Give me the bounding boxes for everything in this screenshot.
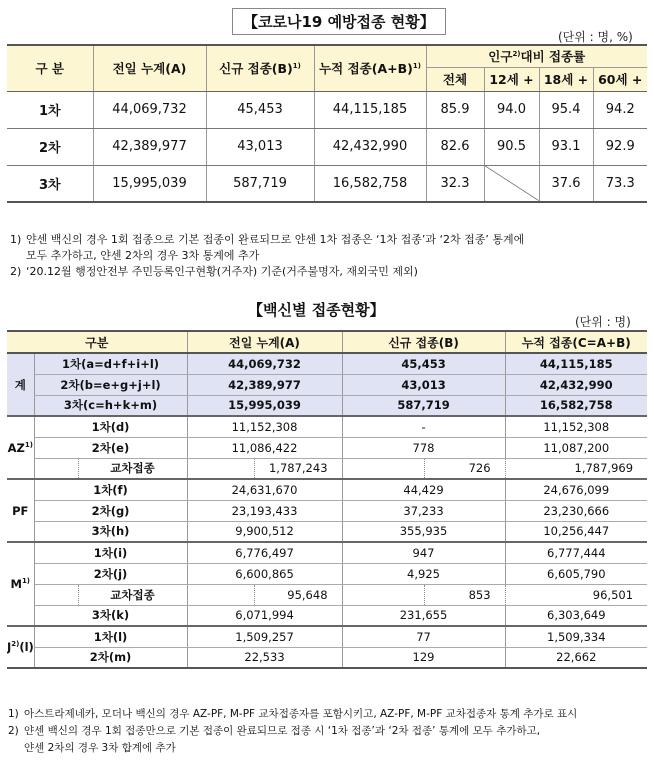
- header-all: 전체: [426, 67, 484, 91]
- table-row: [7, 479, 647, 500]
- cell-a60: 94.2: [593, 91, 647, 128]
- cell-all: 85.9: [426, 91, 484, 128]
- cell-cum: 10,256,447: [505, 521, 647, 542]
- table-row: [7, 542, 647, 563]
- header-new: 신규 접종$(B)^{1)}$: [206, 45, 314, 91]
- cell-cum: 6,777,444: [505, 542, 647, 563]
- table1-title: 【코로나19 예방접종 현황】: [232, 8, 446, 35]
- cell-prev: 1,787,243: [254, 458, 342, 479]
- cell-blank: [342, 458, 424, 479]
- cell-new: 43,013: [206, 128, 314, 165]
- cell-a12: 90.5: [484, 128, 539, 165]
- cell-cum: 22,662: [505, 647, 647, 668]
- vaccine-by-type-table: [7, 330, 647, 669]
- table-row: [7, 91, 647, 128]
- cell-cum: 44,115,185: [505, 353, 647, 374]
- cell-prev: 1,509,257: [187, 626, 342, 647]
- row-label: 2차(e): [34, 437, 187, 458]
- cell-cum: 11,087,200: [505, 437, 647, 458]
- cell-prev: 95,648: [254, 584, 342, 605]
- group-pf: PF: [7, 479, 34, 542]
- cell-cum: 42,432,990: [505, 374, 647, 395]
- header-rate-group: 인구$^{2)}$대비 접종률: [426, 45, 647, 67]
- cell-new: 129: [342, 647, 505, 668]
- group-total: 계: [7, 353, 34, 416]
- cell-prev: 6,600,865: [187, 563, 342, 584]
- row-label: 1차(i): [34, 542, 187, 563]
- cell-new: 947: [342, 542, 505, 563]
- cell-a18: 93.1: [539, 128, 593, 165]
- header-cumulative: 누적 접종$(A+B)^{1)}$: [314, 45, 426, 91]
- table-row: [7, 128, 647, 165]
- cell-prev: 9,900,512: [187, 521, 342, 542]
- row-label: 1차(a=d+f+i+l): [34, 353, 187, 374]
- cell-a12-diagonal: [484, 165, 539, 202]
- row-label-cross: 교차접종: [78, 584, 187, 605]
- cell-cum: 1,787,969: [505, 458, 647, 479]
- note-item: 모두 추가하고, 얀센 2차의 경우 3차 통계에 추가: [26, 249, 260, 262]
- cell-new: 587,719: [206, 165, 314, 202]
- table-row: [7, 416, 647, 437]
- row-label: 3차(k): [34, 605, 187, 626]
- table1-notes: [10, 232, 646, 280]
- row-label: 3차: [7, 165, 93, 202]
- table-row: [7, 626, 647, 647]
- header-age12: 12세 +: [484, 67, 539, 91]
- cell-new: 37,233: [342, 500, 505, 521]
- cell-new: 43,013: [342, 374, 505, 395]
- cell-prev: 23,193,433: [187, 500, 342, 521]
- cell-prev: 22,533: [187, 647, 342, 668]
- cell-prev: 6,776,497: [187, 542, 342, 563]
- row-label: 2차: [7, 128, 93, 165]
- cell-prev: 44,069,732: [93, 91, 206, 128]
- table2-notes: [8, 706, 648, 757]
- table1-unit: (단위 : 명, %): [558, 30, 633, 44]
- row-label: 3차(h): [34, 521, 187, 542]
- header-age18: 18세 +: [539, 67, 593, 91]
- table-row: [7, 584, 647, 605]
- header-prev-total: 전일 누계(A): [187, 331, 342, 353]
- table-row: [7, 458, 647, 479]
- vaccination-status-table: [7, 44, 647, 203]
- cell-all: 82.6: [426, 128, 484, 165]
- cell-a60: 73.3: [593, 165, 647, 202]
- cell-new: 44,429: [342, 479, 505, 500]
- cell-cum: 96,501: [505, 584, 647, 605]
- row-label: 3차(c=h+k+m): [34, 395, 187, 416]
- note-item: 2) ‘20.12월 행정안전부 주민등록인구현황(거주자) 기준(거주불명자, 재외국민 제외): [10, 265, 418, 278]
- row-label: 1차(l): [34, 626, 187, 647]
- cell-prev: 6,071,994: [187, 605, 342, 626]
- note-item: 1) 얀센 백신의 경우 1회 접종으로 기본 접종이 완료되므로 얀센 1차 접종은 ‘1차 접종’과 ‘2차 접종’ 통계에: [10, 233, 525, 246]
- note-item: 얀센 2차의 경우 3차 합계에 추가: [24, 742, 176, 754]
- table-row: [7, 500, 647, 521]
- cell-cum: 23,230,666: [505, 500, 647, 521]
- cell-new: -: [342, 416, 505, 437]
- cell-new: 778: [342, 437, 505, 458]
- cell-blank: [34, 458, 78, 479]
- cell-blank: [34, 584, 78, 605]
- cell-cum: 42,432,990: [314, 128, 426, 165]
- cell-prev: 42,389,977: [187, 374, 342, 395]
- cell-prev: 44,069,732: [187, 353, 342, 374]
- header-age60: 60세 +: [593, 67, 647, 91]
- row-label: 2차(b=e+g+j+l): [34, 374, 187, 395]
- cell-a18: 37.6: [539, 165, 593, 202]
- cell-cum: 44,115,185: [314, 91, 426, 128]
- cell-prev: 15,995,039: [93, 165, 206, 202]
- table2-title: 【백신별 접종현황】: [238, 297, 395, 322]
- table2-unit: (단위 : 명): [575, 315, 631, 329]
- cell-a60: 92.9: [593, 128, 647, 165]
- cell-prev: 11,086,422: [187, 437, 342, 458]
- row-label-cross: 교차접종: [78, 458, 187, 479]
- header-cumulative: 누적 접종(C=A+B): [505, 331, 647, 353]
- cell-prev: 11,152,308: [187, 416, 342, 437]
- row-label: 1차(f): [34, 479, 187, 500]
- cell-a18: 95.4: [539, 91, 593, 128]
- row-label: 2차(j): [34, 563, 187, 584]
- cell-cum: 24,676,099: [505, 479, 647, 500]
- header-prev-total: 전일 누계(A): [93, 45, 206, 91]
- table-row: [7, 353, 647, 374]
- cell-blank: [187, 458, 254, 479]
- cell-cum: 16,582,758: [314, 165, 426, 202]
- cell-cum: 6,303,649: [505, 605, 647, 626]
- cell-cum: 1,509,334: [505, 626, 647, 647]
- header-new: 신규 접종(B): [342, 331, 505, 353]
- row-label: 1차(d): [34, 416, 187, 437]
- table-row: [7, 374, 647, 395]
- table-row: [7, 165, 647, 202]
- cell-all: 32.3: [426, 165, 484, 202]
- cell-new: 45,453: [342, 353, 505, 374]
- cell-prev: 24,631,670: [187, 479, 342, 500]
- cell-blank: [187, 584, 254, 605]
- cell-new: 587,719: [342, 395, 505, 416]
- group-m: $M^{1)}$: [7, 542, 34, 626]
- cell-blank: [342, 584, 424, 605]
- note-item: 1) 아스트라제네카, 모더나 백신의 경우 AZ-PF, M-PF 교차접종자를 포함시키고, AZ-PF, M-PF 교차접종자 통계 추가로 표시: [8, 708, 578, 720]
- cell-new: 726: [424, 458, 505, 479]
- cell-cum: 6,605,790: [505, 563, 647, 584]
- cell-new: 853: [424, 584, 505, 605]
- cell-a12: 94.0: [484, 91, 539, 128]
- table-row: [7, 647, 647, 668]
- table-row: [7, 605, 647, 626]
- cell-prev: 15,995,039: [187, 395, 342, 416]
- row-label: 2차(m): [34, 647, 187, 668]
- cell-cum: 16,582,758: [505, 395, 647, 416]
- header-category: 구분: [7, 331, 187, 353]
- cell-new: 231,655: [342, 605, 505, 626]
- header-category: 구 분: [7, 45, 93, 91]
- cell-new: 77: [342, 626, 505, 647]
- note-item: 2) 얀센 백신의 경우 1회 접종만으로 기본 접종이 완료되므로 접종 시 ‘1차 접종’과 ‘2차 접종’ 통계에 모두 추가하고,: [8, 725, 541, 737]
- table-row: [7, 521, 647, 542]
- row-label: 2차(g): [34, 500, 187, 521]
- group-j: $J^{2)}(l)$: [7, 640, 34, 654]
- group-az: AZ$^{1)}$: [7, 416, 34, 479]
- table-row: [7, 563, 647, 584]
- cell-prev: 42,389,977: [93, 128, 206, 165]
- cell-new: 45,453: [206, 91, 314, 128]
- row-label: 1차: [7, 91, 93, 128]
- cell-new: 355,935: [342, 521, 505, 542]
- table-row: [7, 437, 647, 458]
- cell-cum: 11,152,308: [505, 416, 647, 437]
- cell-new: 4,925: [342, 563, 505, 584]
- table-row: [7, 395, 647, 416]
